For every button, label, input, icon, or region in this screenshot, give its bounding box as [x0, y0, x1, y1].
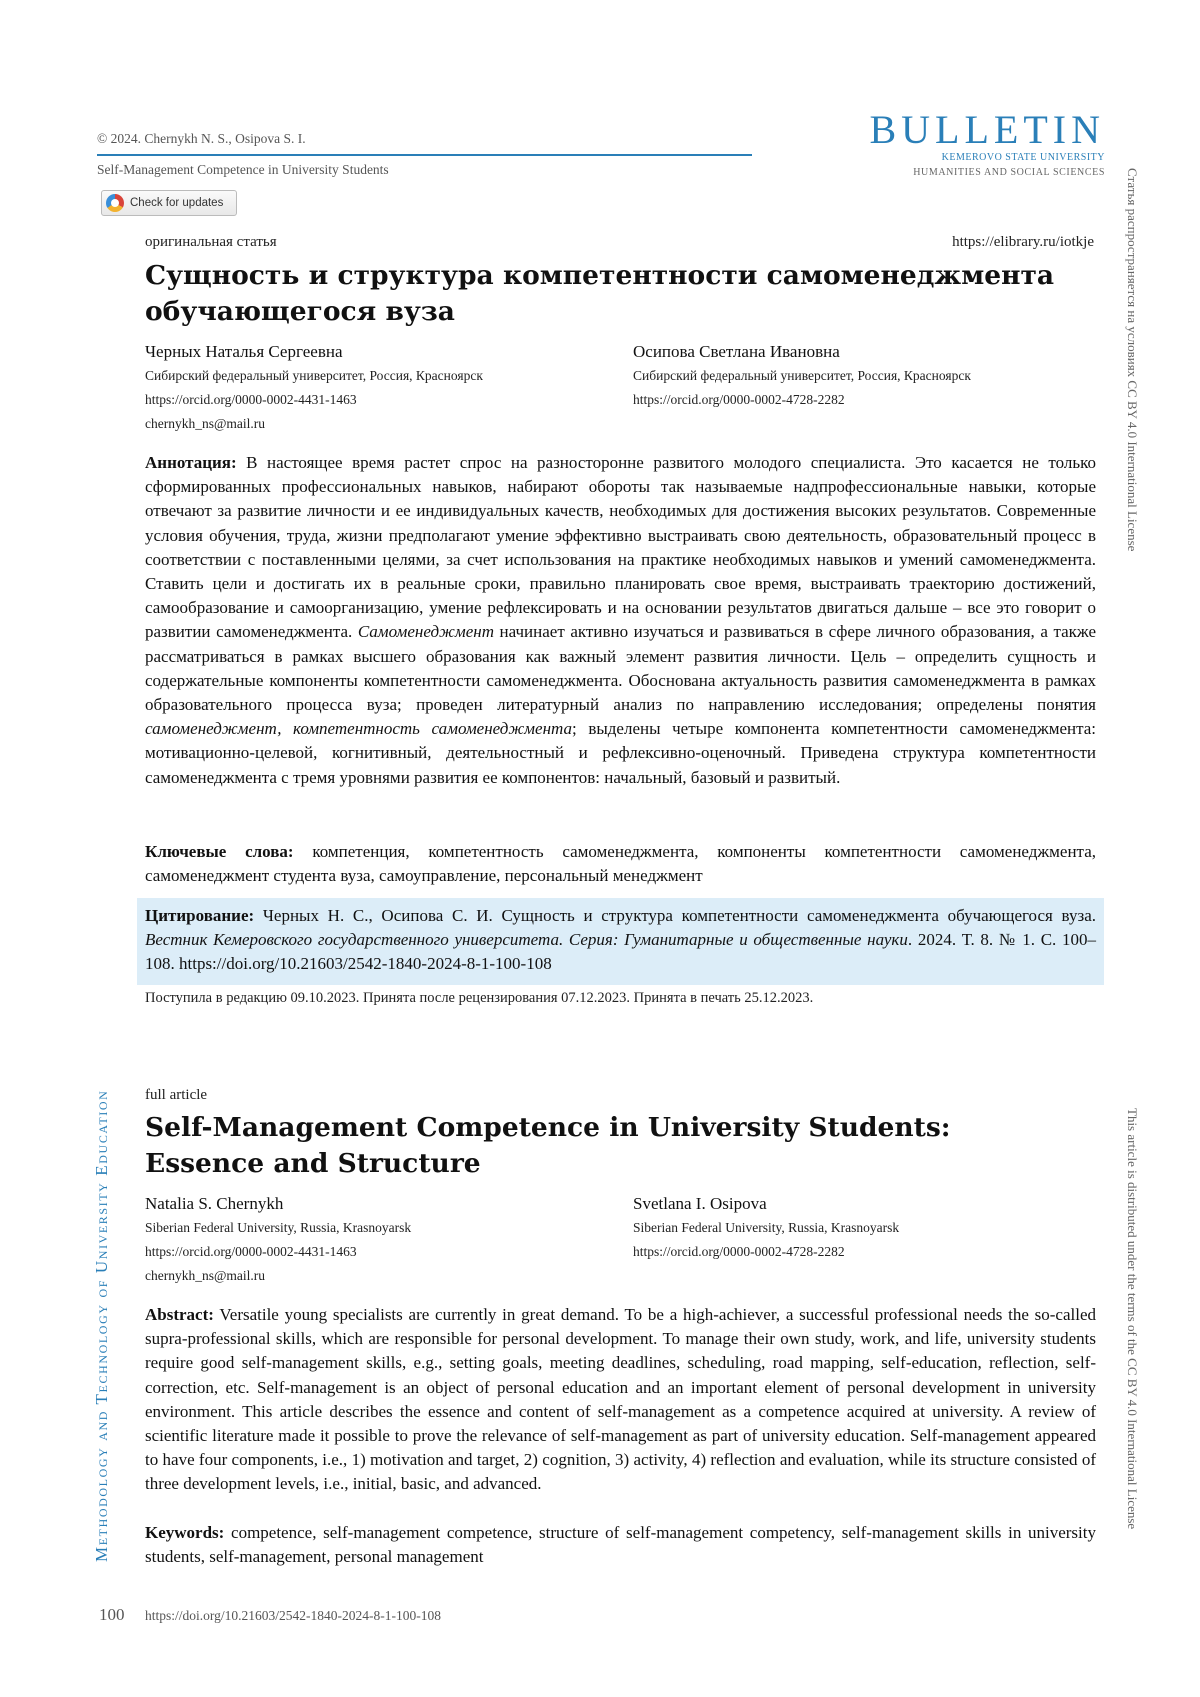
header-rule	[97, 154, 752, 156]
license-vertical-ru: Статья распространяется на условиях CC BY 4.0 International License	[1124, 168, 1140, 551]
crossmark-icon	[106, 194, 124, 212]
ru-title-line2: обучающегося вуза	[145, 294, 1065, 330]
en-title	[145, 1110, 1065, 1182]
ru-author2-orcid[interactable]: https://orcid.org/0000-0002-4728-2282	[633, 388, 1093, 412]
ru-author1-email[interactable]: chernykh_ns@mail.ru	[145, 412, 605, 436]
ru-keywords-text: компетенция, компетентность самоменеджмента, компоненты компетентности самоменеджмента, самоменеджмент студента вуза, самоуправление, персональный менеджмент	[145, 842, 1096, 885]
en-author2-affiliation: Siberian Federal University, Russia, Krasnoyarsk	[633, 1216, 1093, 1240]
ru-abstract-text2: начинает активно изучаться и развиваться в сфере личного образования, а также рассматриваться в рамках высшего образования как важный элемент развития личности. Цель – определить сущность и содержательные компоненты компетентности самоменеджмента. Обоснована актуальность развития самоменеджмента в рамках образовательного процесса вуза; проведен литературный анализ по направлению исследования; определены понятия	[145, 622, 1096, 714]
ru-article-kind: оригинальная статья	[145, 234, 277, 251]
page-number: 100	[99, 1605, 125, 1625]
journal-logo[interactable]	[845, 110, 1105, 178]
ru-dates: Поступила в редакцию 09.10.2023. Принята после рецензирования 07.12.2023. Принята в печать 25.12.2023.	[145, 990, 813, 1007]
license-vertical-en: This article is distributed under the terms of the CC BY 4.0 International License	[1124, 1108, 1140, 1529]
en-author1-name: Natalia S. Chernykh	[145, 1194, 605, 1214]
ru-keywords-label: Ключевые слова:	[145, 842, 294, 861]
journal-logo-sub2: HUMANITIES AND SOCIAL SCIENCES	[845, 167, 1105, 178]
ru-citation-journal: Вестник Кемеровского государственного университета. Серия: Гуманитарные и общественные науки	[145, 930, 908, 949]
ru-citation-text1: Черных Н. С., Осипова С. И. Сущность и структура компетентности самоменеджмента обучающегося вуза.	[254, 906, 1096, 925]
ru-abstract-text3: ; выделены четыре компонента компетентности самоменеджмента: мотивационно-целевой, когнитивный, деятельностный и рефлексивно-оценочный. Приведена структура компетентности самоменеджмента с тремя уровнями развития ее компонентов: начальный, базовый и развитый.	[145, 719, 1096, 786]
journal-logo-sub1: KEMEROVO STATE UNIVERSITY	[845, 152, 1105, 163]
ru-author1-orcid[interactable]: https://orcid.org/0000-0002-4431-1463	[145, 388, 605, 412]
ru-author2	[633, 342, 1093, 412]
en-title-line2: Essence and Structure	[145, 1146, 1065, 1182]
ru-abstract-label: Аннотация:	[145, 453, 237, 472]
ru-author1-affiliation: Сибирский федеральный университет, Россия, Красноярск	[145, 364, 605, 388]
journal-logo-word: BULLETIN	[845, 110, 1105, 150]
check-for-updates-label: Check for updates	[130, 197, 223, 209]
ru-abstract-em1: Самоменеджмент	[358, 622, 494, 641]
running-title: Self-Management Competence in University Students	[97, 162, 389, 178]
ru-author2-name: Осипова Светлана Ивановна	[633, 342, 1093, 362]
en-author2	[633, 1194, 1093, 1264]
ru-citation-box	[137, 898, 1104, 985]
journal-section-vertical: Methodology and Technology of University Education	[92, 1090, 112, 1562]
en-author2-name: Svetlana I. Osipova	[633, 1194, 1093, 1214]
ru-abstract	[145, 451, 1096, 790]
en-article-kind: full article	[145, 1087, 207, 1104]
en-abstract	[145, 1303, 1096, 1497]
ru-keywords	[145, 840, 1096, 888]
ru-elibrary-link[interactable]: https://elibrary.ru/iotkje	[952, 234, 1094, 251]
ru-abstract-em2: самоменеджмент, компетентность самоменеджмента	[145, 719, 572, 738]
en-keywords	[145, 1521, 1096, 1569]
en-keywords-text: competence, self-management competence, structure of self-management competency, self-management skills in university students, self-management, personal management	[145, 1523, 1096, 1566]
en-abstract-label: Abstract:	[145, 1305, 214, 1324]
ru-title	[145, 258, 1065, 330]
ru-abstract-text1: В настоящее время растет спрос на разносторонне развитого молодого специалиста. Это касается не только сформированных профессиональных навыков, набирают обороты так называемые надпрофессиональные навыки, которые отвечают за развитие личности и ее индивидуальных качеств, необходимых для достижения высоких результатов. Современные условия обучения, труда, жизни предполагают умение эффективно выстраивать свою деятельность, образовательный процесс в соответствии с поставленными целями, за счет использования на практике необходимых навыков и умений самоменеджмента. Ставить цели и достигать их в реальные сроки, правильно планировать свое время, выстраивать траекторию достижений, самообразование и самоорганизацию, умение рефлексировать и на основании результатов двигаться дальше – все это говорит о развитии самоменеджмента.	[145, 453, 1096, 641]
ru-author1-name: Черных Наталья Сергеевна	[145, 342, 605, 362]
footer-doi[interactable]: https://doi.org/10.21603/2542-1840-2024-8-1-100-108	[145, 1608, 441, 1624]
check-for-updates-button[interactable]	[101, 190, 237, 216]
en-author1-affiliation: Siberian Federal University, Russia, Krasnoyarsk	[145, 1216, 605, 1240]
ru-citation-text2: . 2024. Т. 8. № 1. С. 100–108. https://doi.org/10.21603/2542-1840-2024-8-1-100-108	[145, 930, 1096, 973]
ru-title-line1: Сущность и структура компетентности самоменеджмента	[145, 258, 1065, 294]
en-title-line1: Self-Management Competence in University Students:	[145, 1110, 1065, 1146]
copyright-line: © 2024. Chernykh N. S., Osipova S. I.	[97, 131, 306, 147]
ru-citation-label: Цитирование:	[145, 906, 254, 925]
en-author1-orcid[interactable]: https://orcid.org/0000-0002-4431-1463	[145, 1240, 605, 1264]
en-author1	[145, 1194, 605, 1288]
en-keywords-label: Keywords:	[145, 1523, 224, 1542]
ru-author2-affiliation: Сибирский федеральный университет, Россия, Красноярск	[633, 364, 1093, 388]
ru-author1	[145, 342, 605, 436]
en-abstract-text: Versatile young specialists are currently in great demand. To be a high-achiever, a successful professional needs the so-called supra-professional skills, which are responsible for personal development. To manage their own study, work, and life, university students require good self-management skills, e.g., setting goals, meeting deadlines, scheduling, road mapping, self-education, reflection, self-correction, etc. Self-management is an object of personal education and an important element of personal development in university environment. This article describes the essence and content of self-management as a competence acquired at university. A review of scientific literature made it possible to prove the relevance of self-management as part of university education. Self-management appeared to have four components, i.e., 1) motivation and target, 2) cognition, 3) activity, 4) reflection and evaluation, while its structure consisted of three development levels, i.e., initial, basic, and advanced.	[145, 1305, 1096, 1493]
en-author2-orcid[interactable]: https://orcid.org/0000-0002-4728-2282	[633, 1240, 1093, 1264]
en-author1-email[interactable]: chernykh_ns@mail.ru	[145, 1264, 605, 1288]
